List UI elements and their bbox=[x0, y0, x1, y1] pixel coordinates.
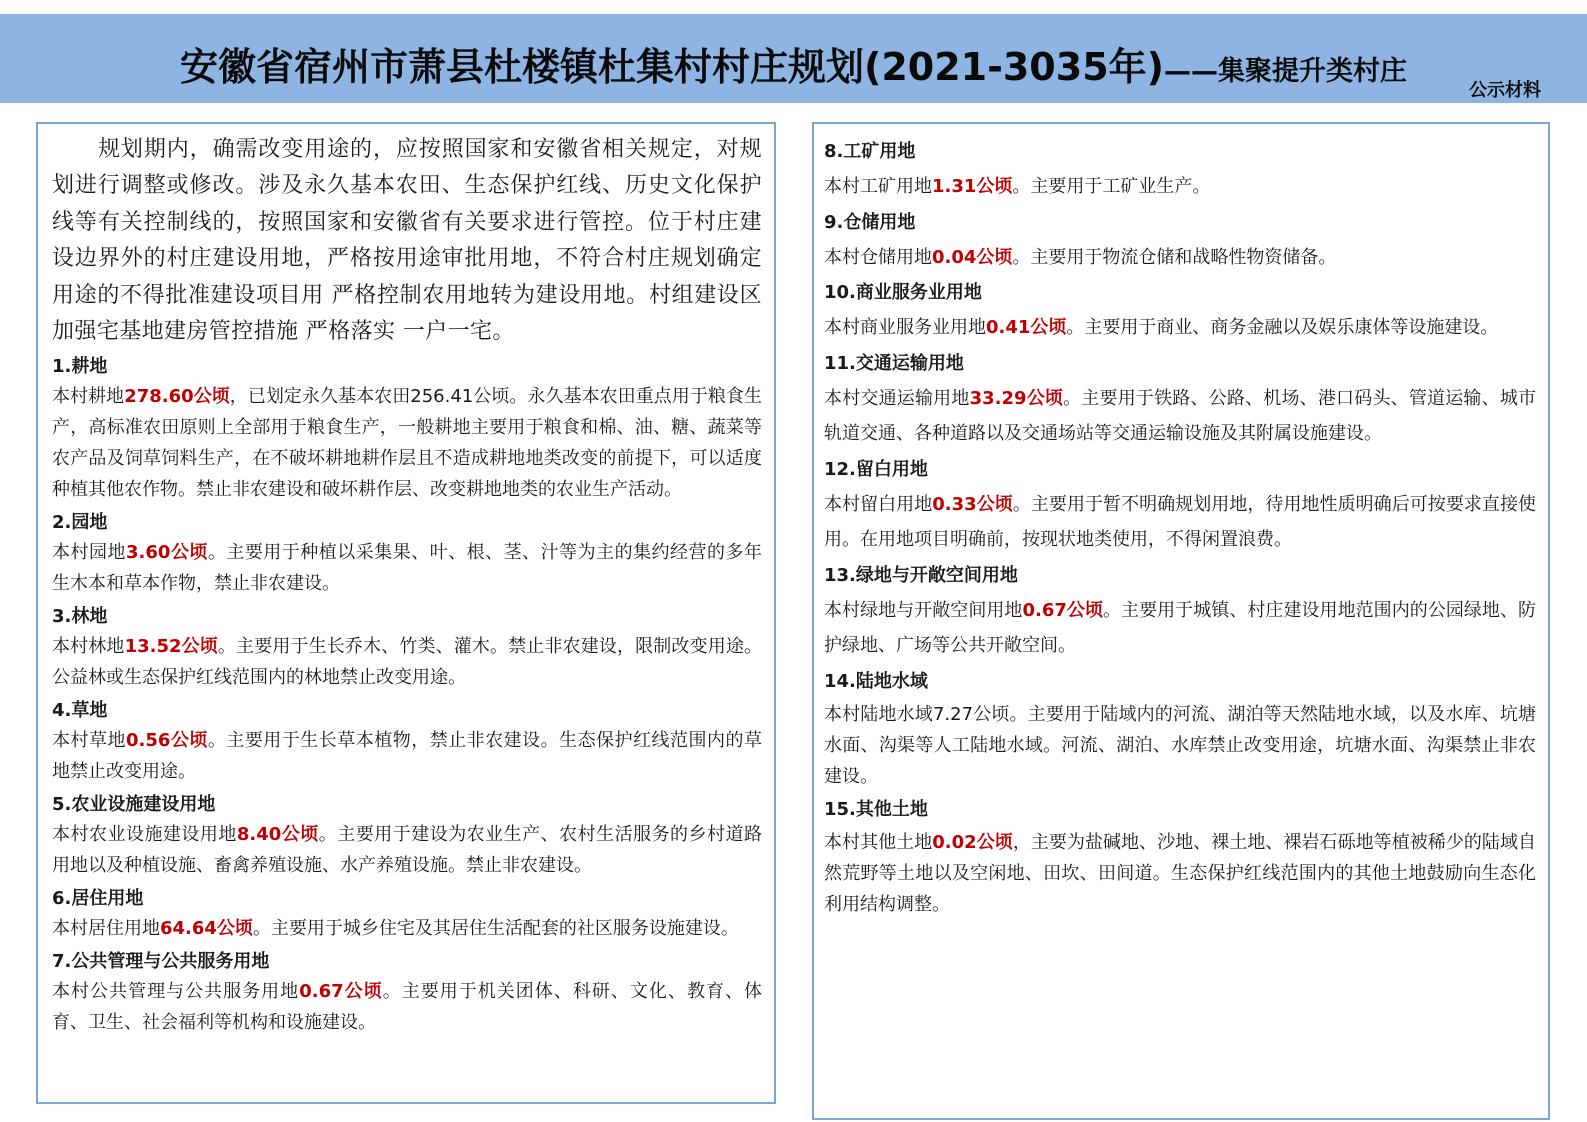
section-caodi bbox=[52, 696, 762, 787]
section-gongkuang bbox=[824, 135, 1536, 205]
section-liubai bbox=[824, 453, 1536, 558]
section-body: 本村仓储用地0.04公顷。主要用于物流仓储和战略性物资储备。 bbox=[824, 246, 1337, 268]
section-title: 6.居住用地 bbox=[52, 888, 144, 910]
section-title: 14.陆地水域 bbox=[824, 670, 928, 692]
intro-paragraph: 规划期内，确需改变用途的，应按照国家和安徽省相关规定，对规划进行调整或修改。涉及永久基本农田、生态保护红线、历史文化保护线等有关控制线的，按照国家和安徽省有关要求进行管控。位于村庄建设边界外的村庄建设用地，严格按用途审批用地，不符合村庄规划确定用途的不得批准建设项目用 严格控制农用地转为建设用地。村组建设区加强宅基地建房管控措施 严格落实 一户一宅。 bbox=[52, 137, 762, 345]
area-value: 0.67公顷 bbox=[1022, 599, 1104, 621]
section-gonggong bbox=[52, 947, 762, 1038]
area-value: 3.60公顷 bbox=[125, 542, 208, 564]
area-value: 0.02公顷 bbox=[932, 831, 1013, 853]
section-body: 本村林地13.52公顷。主要用于生长乔木、竹类、灌木。禁止非农建设，限制改变用途。公益林或生态保护红线范围内的林地禁止改变用途。 bbox=[52, 636, 762, 689]
area-value: 278.60公顷 bbox=[124, 386, 230, 408]
section-body: 本村居住用地64.64公顷。主要用于城乡住宅及其居住生活配套的社区服务设施建设。 bbox=[52, 918, 739, 940]
page-title bbox=[0, 36, 1587, 91]
section-body: 本村公共管理与公共服务用地0.67公顷。主要用于机关团体、科研、文化、教育、体育、卫生、社会福利等机构和设施建设。 bbox=[52, 981, 762, 1034]
section-title: 12.留白用地 bbox=[824, 458, 928, 480]
section-shangye bbox=[824, 276, 1536, 346]
section-body: 本村交通运输用地33.29公顷。主要用于铁路、公路、机场、港口码头、管道运输、城市轨道交通、各种道路以及交通场站等交通运输设施及其附属设施建设。 bbox=[824, 387, 1537, 444]
section-body: 本村绿地与开敞空间用地0.67公顷。主要用于城镇、村庄建设用地范围内的公园绿地、防护绿地、广场等公共开敞空间。 bbox=[824, 599, 1536, 656]
section-title: 4.草地 bbox=[52, 700, 108, 722]
section-title: 15.其他土地 bbox=[824, 798, 928, 820]
section-title: 11.交通运输用地 bbox=[824, 352, 964, 374]
section-title: 3.林地 bbox=[52, 606, 108, 628]
section-jiaotong bbox=[824, 347, 1536, 452]
right-panel bbox=[812, 122, 1550, 1120]
section-nongye-sheshi bbox=[52, 790, 762, 881]
left-panel bbox=[36, 122, 776, 1104]
title-main: 安徽省宿州市萧县杜楼镇杜集村村庄规划(2021-3035年) bbox=[179, 45, 1165, 89]
area-value: 0.67公顷 bbox=[299, 981, 383, 1003]
area-value: 1.31公顷 bbox=[932, 176, 1013, 197]
section-body: 本村工矿用地1.31公顷。主要用于工矿业生产。 bbox=[824, 176, 1211, 197]
section-yuandi bbox=[52, 508, 762, 599]
area-value: 0.33公顷 bbox=[932, 493, 1013, 515]
area-value: 33.29公顷 bbox=[969, 387, 1064, 409]
section-body: 本村商业服务业用地0.41公顷。主要用于商业、商务金融以及娱乐康体等设施建设。 bbox=[824, 317, 1499, 338]
section-body: 本村草地0.56公顷。主要用于生长草本植物，禁止非农建设。生态保护红线范围内的草地禁止改变用途。 bbox=[52, 730, 763, 783]
section-title: 5.农业设施建设用地 bbox=[52, 794, 216, 816]
section-gengdi bbox=[52, 352, 762, 505]
area-value: 0.41公顷 bbox=[986, 317, 1067, 338]
section-juzhu bbox=[52, 884, 762, 944]
sections-left bbox=[52, 352, 762, 1038]
title-suffix: ——集聚提升类村庄 bbox=[1164, 56, 1408, 87]
section-qita bbox=[824, 793, 1536, 920]
section-title: 7.公共管理与公共服务用地 bbox=[52, 951, 270, 973]
section-body: 本村园地3.60公顷。主要用于种植以采集果、叶、根、茎、汁等为主的集约经营的多年生木本和草本作物，禁止非农建设。 bbox=[52, 542, 763, 595]
area-value: 13.52公顷 bbox=[124, 636, 218, 658]
section-title: 9.仓储用地 bbox=[824, 211, 916, 233]
area-value: 8.40公顷 bbox=[236, 824, 319, 846]
section-lvdi bbox=[824, 559, 1536, 664]
area-value: 0.56公顷 bbox=[125, 730, 208, 752]
section-body: 本村留白用地0.33公顷。主要用于暂不明确规划用地，待用地性质明确后可按要求直接使用。在用地项目明确前，按现状地类使用，不得闲置浪费。 bbox=[824, 493, 1537, 550]
section-body: 本村其他土地0.02公顷，主要为盐碱地、沙地、裸土地、裸岩石砾地等植被稀少的陆域自然荒野等土地以及空闲地、田坎、田间道。生态保护红线范围内的其他土地鼓励向生态化利用结构调整。 bbox=[824, 831, 1537, 915]
header-banner bbox=[0, 14, 1587, 103]
section-title: 2.园地 bbox=[52, 512, 108, 534]
section-body: 本村陆地水域7.27公顷。主要用于陆域内的河流、湖泊等天然陆地水域，以及水库、坑塘水面、沟渠等人工陆地水域。河流、湖泊、水库禁止改变用途，坑塘水面、沟渠禁止非农建设。 bbox=[824, 703, 1536, 787]
section-title: 1.耕地 bbox=[52, 356, 108, 378]
section-body: 本村农业设施建设用地8.40公顷。主要用于建设为农业生产、农村生活服务的乡村道路用地以及种植设施、畜禽养殖设施、水产养殖设施。禁止非农建设。 bbox=[52, 824, 763, 877]
section-title: 8.工矿用地 bbox=[824, 141, 916, 162]
section-shuiyu bbox=[824, 665, 1536, 792]
section-lindi bbox=[52, 602, 762, 693]
area-value: 64.64公顷 bbox=[160, 918, 253, 940]
section-title: 13.绿地与开敞空间用地 bbox=[824, 564, 1018, 586]
section-cangchu bbox=[824, 206, 1536, 276]
area-value: 0.04公顷 bbox=[932, 246, 1013, 268]
section-title: 10.商业服务业用地 bbox=[824, 282, 982, 303]
public-notice-tag: 公示材料 bbox=[1469, 80, 1541, 101]
section-body: 本村耕地278.60公顷，已划定永久基本农田256.41公顷。永久基本农田重点用于粮食生产，高标准农田原则上全部用于粮食生产，一般耕地主要用于粮食和棉、油、糖、蔬菜等农产品及饲草饲料生产，在不破坏耕地耕作层且不造成耕地地类改变的前提下，可以适度种植其他农作物。禁止非农建设和破坏耕作层、改变耕地地类的农业生产活动。 bbox=[52, 386, 762, 501]
